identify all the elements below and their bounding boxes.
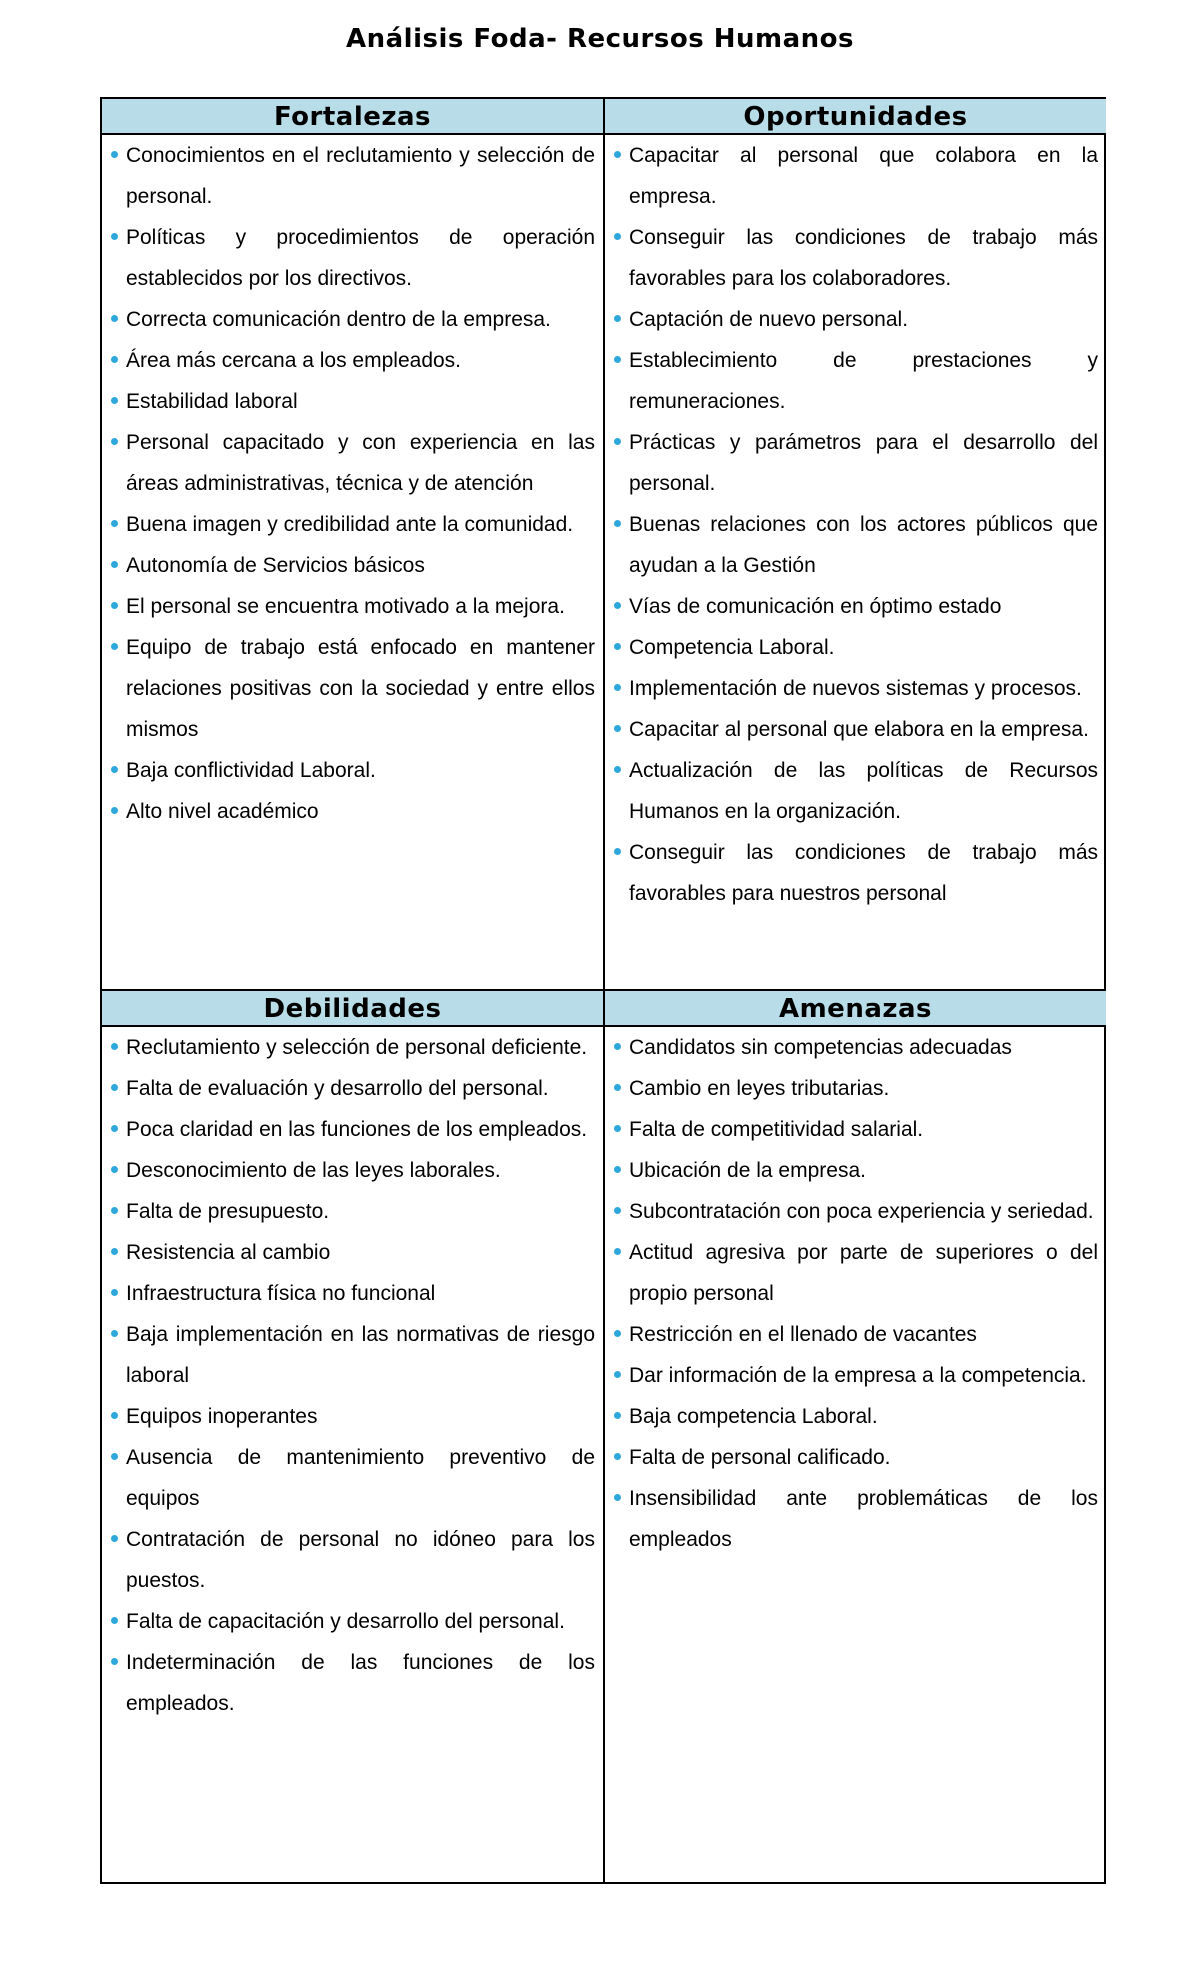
foda-table xyxy=(100,97,1106,1884)
list-item: Baja conflictividad Laboral. xyxy=(126,750,595,791)
list-item: Correcta comunicación dentro de la empresa. xyxy=(126,299,595,340)
list-item: Estabilidad laboral xyxy=(126,381,595,422)
list-item: Subcontratación con poca experiencia y seriedad. xyxy=(629,1191,1098,1232)
list-item: Equipo de trabajo está enfocado en mantener relaciones positivas con la sociedad y entre ellos mismos xyxy=(126,627,595,750)
list-item: Infraestructura física no funcional xyxy=(126,1273,595,1314)
list-item: Falta de personal calificado. xyxy=(629,1437,1098,1478)
list-item: Reclutamiento y selección de personal deficiente. xyxy=(126,1027,595,1068)
list-item: Competencia Laboral. xyxy=(629,627,1098,668)
list-item: Establecimiento de prestaciones y remuneraciones. xyxy=(629,340,1098,422)
list-item: Conseguir las condiciones de trabajo más favorables para nuestros personal xyxy=(629,832,1098,914)
list-item: Baja competencia Laboral. xyxy=(629,1396,1098,1437)
list-item: Ausencia de mantenimiento preventivo de equipos xyxy=(126,1437,595,1519)
list-item: Prácticas y parámetros para el desarrollo del personal. xyxy=(629,422,1098,504)
amenazas-list xyxy=(605,1027,1106,1560)
list-item: Falta de presupuesto. xyxy=(126,1191,595,1232)
list-item: Capacitar al personal que colabora en la empresa. xyxy=(629,135,1098,217)
fortalezas-list xyxy=(102,135,603,832)
list-item: Implementación de nuevos sistemas y procesos. xyxy=(629,668,1098,709)
list-item: Restricción en el llenado de vacantes xyxy=(629,1314,1098,1355)
list-item: Poca claridad en las funciones de los empleados. xyxy=(126,1109,595,1150)
list-item: Insensibilidad ante problemáticas de los empleados xyxy=(629,1478,1098,1560)
list-item: Área más cercana a los empleados. xyxy=(126,340,595,381)
list-item: Vías de comunicación en óptimo estado xyxy=(629,586,1098,627)
oportunidades-list xyxy=(605,135,1106,914)
fortalezas-heading: Fortalezas xyxy=(102,99,603,135)
list-item: Buenas relaciones con los actores públicos que ayudan a la Gestión xyxy=(629,504,1098,586)
list-item: Contratación de personal no idóneo para los puestos. xyxy=(126,1519,595,1601)
list-item: Resistencia al cambio xyxy=(126,1232,595,1273)
oportunidades-section xyxy=(605,99,1106,989)
list-item: Candidatos sin competencias adecuadas xyxy=(629,1027,1098,1068)
list-item: Autonomía de Servicios básicos xyxy=(126,545,595,586)
debilidades-heading: Debilidades xyxy=(102,991,603,1027)
amenazas-heading: Amenazas xyxy=(605,991,1106,1027)
list-item: Actitud agresiva por parte de superiores o del propio personal xyxy=(629,1232,1098,1314)
debilidades-list xyxy=(102,1027,603,1724)
list-item: Indeterminación de las funciones de los empleados. xyxy=(126,1642,595,1724)
list-item: Falta de capacitación y desarrollo del personal. xyxy=(126,1601,595,1642)
list-item: Baja implementación en las normativas de riesgo laboral xyxy=(126,1314,595,1396)
amenazas-section xyxy=(605,989,1106,1882)
list-item: Personal capacitado y con experiencia en las áreas administrativas, técnica y de atención xyxy=(126,422,595,504)
list-item: Políticas y procedimientos de operación establecidos por los directivos. xyxy=(126,217,595,299)
list-item: Dar información de la empresa a la competencia. xyxy=(629,1355,1098,1396)
list-item: Ubicación de la empresa. xyxy=(629,1150,1098,1191)
list-item: Equipos inoperantes xyxy=(126,1396,595,1437)
fortalezas-section xyxy=(102,99,603,989)
oportunidades-heading: Oportunidades xyxy=(605,99,1106,135)
page-title: Análisis Foda- Recursos Humanos xyxy=(345,24,854,54)
list-item: Capacitar al personal que elabora en la empresa. xyxy=(629,709,1098,750)
list-item: Buena imagen y credibilidad ante la comunidad. xyxy=(126,504,595,545)
list-item: Conocimientos en el reclutamiento y selección de personal. xyxy=(126,135,595,217)
list-item: Desconocimiento de las leyes laborales. xyxy=(126,1150,595,1191)
list-item: Falta de evaluación y desarrollo del personal. xyxy=(126,1068,595,1109)
list-item: El personal se encuentra motivado a la mejora. xyxy=(126,586,595,627)
list-item: Alto nivel académico xyxy=(126,791,595,832)
list-item: Actualización de las políticas de Recursos Humanos en la organización. xyxy=(629,750,1098,832)
list-item: Cambio en leyes tributarias. xyxy=(629,1068,1098,1109)
list-item: Captación de nuevo personal. xyxy=(629,299,1098,340)
debilidades-section xyxy=(102,989,603,1882)
list-item: Falta de competitividad salarial. xyxy=(629,1109,1098,1150)
list-item: Conseguir las condiciones de trabajo más favorables para los colaboradores. xyxy=(629,217,1098,299)
